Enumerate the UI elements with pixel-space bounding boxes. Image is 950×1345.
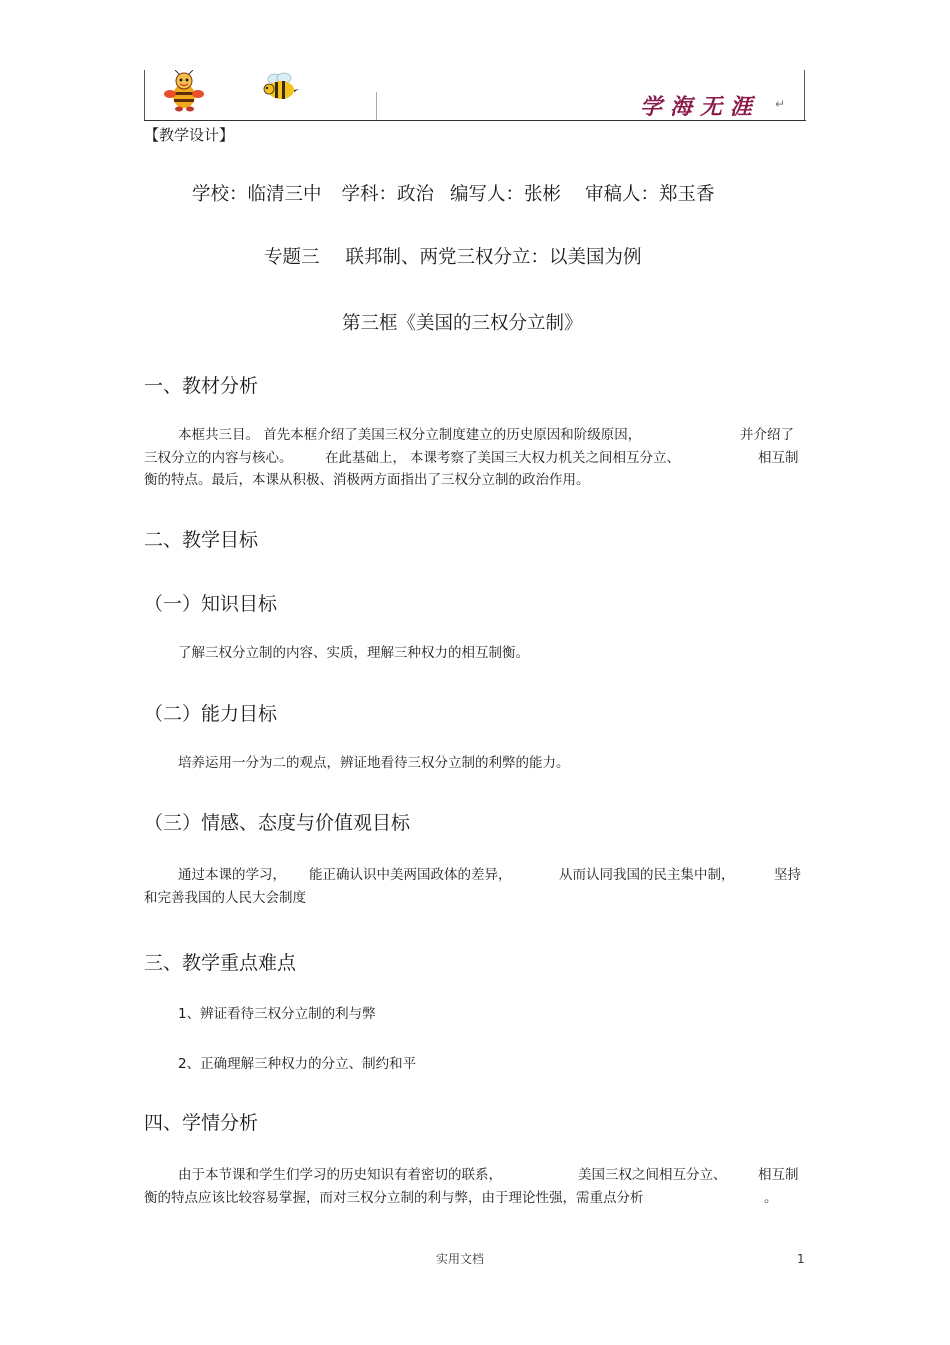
text-segment: 本课考察了美国三大权力机关之间相互分立、 <box>410 449 680 466</box>
text-segment: 坚持 <box>774 867 801 883</box>
document-tag: 【教学设计】 <box>144 126 235 144</box>
section-heading: 二、教学目标 <box>144 529 259 551</box>
text-segment: 由于本节课和学生们学习的历史知识有着密切的联系， <box>178 1167 502 1183</box>
section-heading: 三、教学重点难点 <box>144 952 297 974</box>
header-motto: 学海无涯 <box>640 94 761 120</box>
meta-reviewer: 审稿人：郑玉香 <box>585 184 715 205</box>
text-segment: 通过本课的学习， <box>178 867 286 883</box>
text-segment: 衡的特点。最后，本课从积极、消极两方面指出了三权分立制的政治作用。 <box>144 472 590 488</box>
section-heading: 一、教材分析 <box>144 375 259 397</box>
subsection-text: 了解三权分立制的内容、实质，理解三种权力的相互制衡。 <box>178 645 529 661</box>
frame-title: 第三框《美国的三权分立制》 <box>342 313 583 334</box>
text-segment: 并介绍了 <box>740 427 794 443</box>
text-segment: 能正确认识中美两国政体的差异， <box>309 867 512 883</box>
list-item: 2、正确理解三种权力的分立、制约和平 <box>178 1056 417 1072</box>
meta-school: 学校：临清三中 <box>192 184 322 205</box>
text-segment: 衡的特点应该比较容易掌握，而对三权分立制的利与弊，由于理论性强，需重点分析 <box>144 1189 644 1206</box>
meta-line <box>192 180 715 206</box>
header-divider <box>376 92 377 120</box>
section-heading: 四、学情分析 <box>144 1112 259 1134</box>
text-segment: 在此基础上， <box>325 449 406 466</box>
text-segment: 。 <box>764 1189 778 1206</box>
header-left-border <box>144 70 145 120</box>
topic-line <box>264 243 642 269</box>
topic-title: 联邦制、两党三权分立：以美国为例 <box>345 247 642 268</box>
subsection-heading: （一）知识目标 <box>144 593 278 615</box>
section-paragraph <box>144 864 806 909</box>
topic-number: 专题三 <box>264 247 320 268</box>
header-rule <box>144 120 806 121</box>
section-paragraph <box>144 424 806 492</box>
bee-icon <box>262 72 300 102</box>
subsection-text: 培养运用一分为二的观点，辨证地看待三权分立制的利弊的能力。 <box>178 755 570 771</box>
text-segment: 本框共三目。 首先本框介绍了美国三权分立制度建立的历史原因和阶级原因， <box>178 427 642 443</box>
return-mark: ↵ <box>775 97 786 111</box>
text-segment: 和完善我国的人民大会制度 <box>144 889 306 906</box>
meta-subject: 学科：政治 <box>341 184 435 205</box>
subsection-heading: （二）能力目标 <box>144 703 278 725</box>
meta-author: 编写人：张彬 <box>450 184 562 205</box>
text-segment: 美国三权之间相互分立、 <box>578 1167 727 1183</box>
text-segment: 相互制 <box>758 1167 799 1183</box>
subsection-heading: （三）情感、态度与价值观目标 <box>144 812 411 834</box>
text-segment: 三权分立的内容与核心。 <box>144 449 293 466</box>
bee-mascot-icon <box>162 70 206 112</box>
section-paragraph <box>144 1164 806 1209</box>
list-item: 1、辨证看待三权分立制的利与弊 <box>178 1006 376 1022</box>
page-number: 1 <box>797 1252 805 1266</box>
footer-label: 实用文档 <box>436 1252 485 1266</box>
text-segment: 相互制 <box>758 449 799 466</box>
header-right-border <box>804 70 805 120</box>
text-segment: 从而认同我国的民主集中制， <box>559 867 735 883</box>
